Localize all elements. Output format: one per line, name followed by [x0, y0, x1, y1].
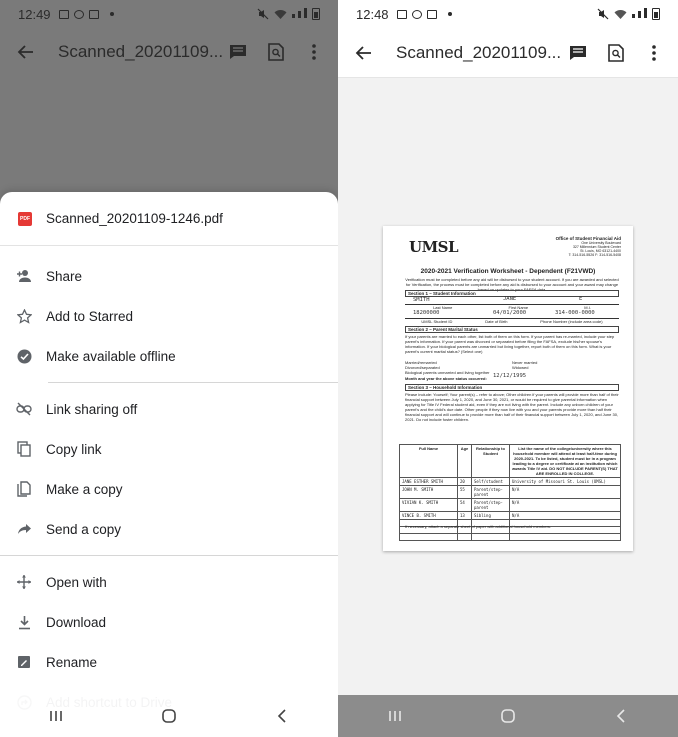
left-phone-screen	[0, 0, 338, 737]
more-vert-icon	[652, 45, 656, 61]
handwritten-status-date: 12/12/1995	[493, 373, 527, 379]
back-button[interactable]	[12, 38, 40, 66]
section-2-text: If your parents are married to each other, list both of them on this form. If your parent has re-married, include your step parent's information. If your parent was divorced or separated before filing the FAFSA, exclude his/her spouse's information. If your biological parents are unmarried but living together, report both of them on this form. What is your parent's current marital status? (Select one)	[405, 334, 615, 354]
system-nav-bar	[0, 695, 338, 737]
sync-notification-icon	[74, 10, 84, 19]
table-cell: University of Missouri St. Louis (UMSL)	[510, 478, 621, 486]
table-cell: 54	[458, 499, 472, 512]
find-in-file-button[interactable]	[604, 41, 628, 65]
home-button[interactable]	[493, 704, 523, 728]
home-button[interactable]	[154, 704, 184, 728]
mute-icon	[257, 8, 269, 20]
table-cell: Self/student	[472, 478, 510, 486]
office-header: Office of Student Financial Aid One University Boulevard 327 Millennium Student Center St. Louis, MO 63121-4400 T: 314-516-5526 F: 314-516-5408	[555, 236, 621, 257]
marital-status-options: Married/remarried Never married Divorced/separated Widowed Biological parents unmarried and living together	[405, 360, 538, 375]
menu-item-add-to-starred[interactable]	[0, 296, 338, 336]
table-cell: Parent/step-parent	[472, 499, 510, 512]
menu-divider	[0, 555, 338, 556]
menu-item-label: Send a copy	[46, 521, 122, 537]
top-app-bar	[0, 28, 338, 76]
table-cell	[458, 534, 472, 541]
handwritten-dob: 04/01/2000	[493, 310, 527, 316]
arrow-back-icon	[355, 44, 373, 62]
home-icon	[162, 709, 176, 723]
pdf-file-icon: PDF	[18, 212, 32, 226]
sync-notification-icon	[412, 10, 422, 19]
table-cell: Sibling	[472, 512, 510, 520]
pdf-page-preview[interactable]	[383, 226, 633, 551]
app-notification-icon	[89, 10, 99, 19]
home-icon	[501, 709, 515, 723]
menu-item-label: Link sharing off	[46, 401, 138, 417]
menu-item-label: Add to Starred	[46, 308, 134, 324]
download-icon	[16, 614, 32, 630]
table-cell: VIVIAN K. SMITH	[400, 499, 458, 512]
menu-item-make-a-copy[interactable]	[0, 469, 338, 509]
chevron-left-icon	[616, 709, 626, 723]
gallery-notification-icon	[59, 10, 69, 19]
menu-item-label: Make available offline	[46, 348, 176, 364]
app-notification-icon	[427, 10, 437, 19]
table-cell: 55	[458, 486, 472, 499]
more-vert-icon	[312, 44, 316, 60]
section-1-header: Section 1 – Student Information	[405, 290, 619, 297]
handwritten-middle-initial: E	[579, 296, 583, 302]
recent-apps-icon	[49, 710, 63, 722]
system-back-button[interactable]	[267, 704, 297, 728]
open-with-icon	[16, 574, 32, 590]
table-cell: JOHN M. SMITH	[400, 486, 458, 499]
menu-item-label: Make a copy	[46, 481, 123, 497]
mute-icon	[597, 8, 609, 20]
sheet-header	[0, 192, 338, 246]
find-in-page-icon	[268, 43, 284, 61]
offline-check-icon	[16, 348, 32, 364]
worksheet-title: 2020-2021 Verification Worksheet - Dependent (F21VWD)	[420, 268, 596, 275]
signal-icon	[292, 8, 307, 21]
table-cell	[472, 534, 510, 541]
section-3-header: Section 3 – Household Information	[405, 384, 619, 391]
star-icon	[16, 308, 32, 324]
sheet-file-name: Scanned_20201109-1246.pdf	[46, 211, 223, 226]
more-notifications-dot-icon	[110, 12, 114, 16]
section-3-text: Please include: Yourself; Your parent(s) – refer to above; Other children if your parents will provide more than half of their financial support between July 1, 2020, and June 30, 2021, or would be required to give parental information when applying for Title IV Federal student aid, even if they are not living with the parent. Include any unborn children of your parent's and the child's due date. Other people if they now live with you and your parents provide more than half their financial support and will continue to provide more than half of their financial support between July 1, 2020, and June 30, 2021. Do not include foster children.	[405, 392, 619, 422]
table-row	[400, 478, 621, 486]
table-row	[400, 534, 621, 541]
comment-button[interactable]	[566, 41, 590, 65]
comment-button[interactable]	[226, 40, 250, 64]
recent-apps-button[interactable]	[41, 704, 71, 728]
find-in-file-button[interactable]	[264, 40, 288, 64]
menu-item-label: Rename	[46, 654, 98, 670]
wifi-icon	[614, 9, 627, 20]
top-app-bar	[338, 28, 678, 78]
menu-item-label: Open with	[46, 574, 107, 590]
wifi-icon	[274, 9, 287, 20]
table-cell: 13	[458, 512, 472, 520]
menu-item-copy-link[interactable]	[0, 429, 338, 469]
status-date-label: Month and year the above status occurred:	[405, 376, 487, 381]
system-back-button[interactable]	[606, 704, 636, 728]
signal-icon	[632, 8, 647, 21]
status-bar	[0, 0, 338, 28]
file-actions-bottom-sheet	[0, 192, 338, 737]
menu-item-rename[interactable]	[0, 642, 338, 682]
table-cell: N/A	[510, 512, 621, 520]
s1-labels-row1: Last Name First Name M.I.	[433, 305, 591, 310]
more-notifications-dot-icon	[448, 12, 452, 16]
table-row	[400, 512, 621, 520]
back-button[interactable]	[350, 39, 378, 67]
s1-labels-row2: UMSL Student ID Date of Birth Phone Number (include area code)	[421, 319, 603, 324]
table-cell	[400, 534, 458, 541]
menu-item-label: Share	[46, 268, 83, 284]
arrow-back-icon	[17, 43, 35, 61]
table-cell: VINCE B. SMITH	[400, 512, 458, 520]
copy-icon	[16, 441, 32, 457]
menu-item-share[interactable]	[0, 256, 338, 296]
intro-text: Verification must be completed before any aid will be disbursed to your student account. If you are awarded and selected for Verification, the process must be completed before any aid is disbursed to your account and your award may change based on updates to your FAFSA data.	[405, 277, 619, 292]
send-arrow-icon	[16, 521, 32, 537]
umsl-logo: UMSL	[409, 238, 459, 256]
table-row	[400, 486, 621, 499]
status-time: 12:48	[356, 6, 389, 22]
person-add-icon	[16, 268, 32, 284]
menu-item-download[interactable]	[0, 602, 338, 642]
rename-icon	[16, 654, 32, 670]
more-options-button[interactable]	[302, 40, 326, 64]
recent-apps-icon	[388, 710, 402, 722]
menu-divider	[48, 382, 338, 383]
table-cell: Parent/step-parent	[472, 486, 510, 499]
handwritten-student-id: 18200000	[413, 310, 440, 316]
find-in-page-icon	[608, 44, 624, 62]
status-time: 12:49	[18, 6, 51, 22]
document-title: Scanned_20201109...	[58, 42, 224, 61]
comment-icon	[569, 45, 587, 61]
gallery-notification-icon	[397, 10, 407, 19]
recent-apps-button[interactable]	[380, 704, 410, 728]
handwritten-phone: 314-000-0000	[555, 310, 595, 316]
menu-item-open-with[interactable]	[0, 562, 338, 602]
footnote: If necessary, attach a separate sheet of paper with additional household members.	[405, 524, 552, 529]
battery-icon	[312, 8, 320, 20]
right-phone-screen	[338, 0, 678, 737]
link-off-icon	[16, 401, 32, 417]
menu-item-link-sharing-off[interactable]	[0, 389, 338, 429]
household-table: Full Name Age Relationship to Student List the name of the college/university where this household member will attend at least half-time during 2020-2021. To be listed, student must be in a program leading to a degree or certificate at an institution which awards Title IV aid. DO NOT INCLUDE PARENT(S) THAT ARE ENROLLED IN COLLEGE. JANE ESTHER SMITH 20 Self/student University of Missouri St. Louis (UMSL) JOHN M. SMITH 55 Parent/step-parent N/A VIVIAN K. SMITH 54 Parent/step-parent N/A VINCE B. SMITH 13 Sibling N/A	[399, 444, 621, 541]
table-cell: N/A	[510, 486, 621, 499]
document-title: Scanned_20201109...	[396, 42, 562, 62]
file-copy-icon	[16, 481, 32, 497]
menu-item-send-a-copy[interactable]	[0, 509, 338, 549]
table-cell: JANE ESTHER SMITH	[400, 478, 458, 486]
table-row	[400, 499, 621, 512]
handwritten-first-name: JANE	[503, 296, 517, 302]
chevron-left-icon	[277, 709, 287, 723]
more-options-button[interactable]	[642, 41, 666, 65]
menu-item-label: Download	[46, 614, 107, 630]
battery-icon	[652, 8, 660, 20]
status-bar	[338, 0, 678, 28]
system-nav-bar	[338, 695, 678, 737]
section-2-header: Section 2 – Parent Marital Status	[405, 326, 619, 333]
handwritten-last-name: SMITH	[413, 297, 430, 303]
menu-item-label: Copy link	[46, 441, 102, 457]
table-cell: N/A	[510, 499, 621, 512]
table-cell: 20	[458, 478, 472, 486]
comment-icon	[229, 44, 247, 60]
table-cell	[510, 534, 621, 541]
menu-item-make-available-offline[interactable]	[0, 336, 338, 376]
